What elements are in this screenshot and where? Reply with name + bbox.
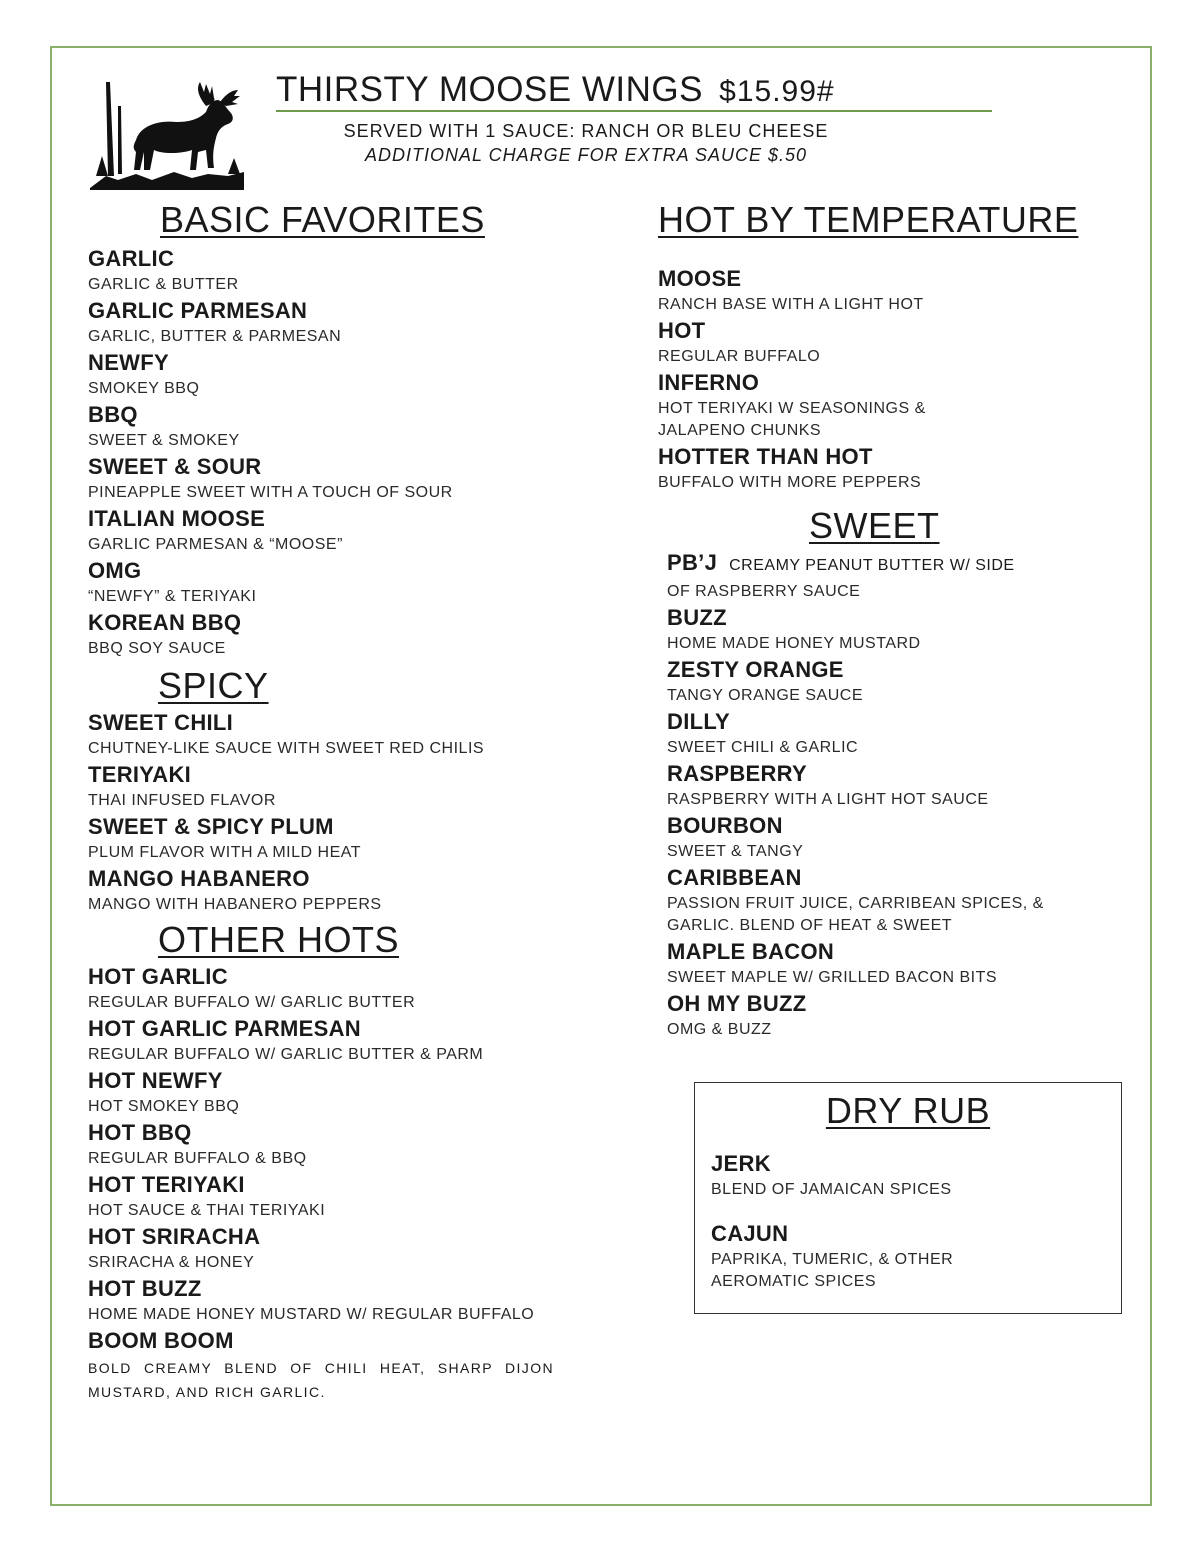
item-desc: “NEWFY” & TERIYAKI — [88, 588, 257, 605]
item-desc: HOT TERIYAKI W SEASONINGS & JALAPENO CHUNKS — [658, 400, 926, 439]
item-desc: RANCH BASE WITH A LIGHT HOT — [658, 296, 924, 313]
menu-item — [88, 812, 558, 864]
item-desc: PINEAPPLE SWEET WITH A TOUCH OF SOUR — [88, 484, 453, 501]
item-name: INFERNO — [658, 370, 760, 395]
item-name: BOURBON — [667, 813, 783, 838]
item-name: HOTTER THAN HOT — [658, 444, 873, 469]
title-price: $15.99# — [719, 75, 835, 108]
item-name: PB’J — [667, 550, 718, 575]
menu-item — [711, 1219, 1105, 1293]
item-name: MOOSE — [658, 266, 742, 291]
menu-item — [88, 1066, 558, 1118]
item-desc: TANGY ORANGE SAUCE — [667, 687, 863, 704]
item-desc: CHUTNEY-LIKE SAUCE WITH SWEET RED CHILIS — [88, 740, 485, 757]
item-name: HOT TERIYAKI — [88, 1172, 245, 1197]
item-desc: SRIRACHA & HONEY — [88, 1254, 255, 1271]
menu-item — [88, 864, 558, 916]
item-name: NEWFY — [88, 350, 169, 375]
dry-rub-box — [694, 1082, 1122, 1314]
item-name: GARLIC — [88, 246, 175, 271]
item-name: TERIYAKI — [88, 762, 192, 787]
hot-by-temperature-section — [658, 200, 1108, 494]
item-desc: REGULAR BUFFALO W/ GARLIC BUTTER & PARM — [88, 1046, 484, 1063]
item-desc: PAPRIKA, TUMERIC, & OTHER AEROMATIC SPICES — [711, 1251, 954, 1290]
item-desc: GARLIC PARMESAN & “MOOSE” — [88, 536, 343, 553]
menu-title — [276, 72, 992, 112]
item-desc: OMG & BUZZ — [667, 1021, 772, 1038]
item-name: CARIBBEAN — [667, 865, 802, 890]
item-name: OH MY BUZZ — [667, 991, 807, 1016]
item-desc: SWEET & TANGY — [667, 843, 804, 860]
menu-item — [711, 1149, 1105, 1201]
item-name: HOT GARLIC — [88, 964, 228, 989]
item-name: HOT NEWFY — [88, 1068, 223, 1093]
spacer — [711, 1201, 1105, 1219]
item-desc: PASSION FRUIT JUICE, CARRIBEAN SPICES, & GARLIC. BLEND OF HEAT & SWEET — [667, 895, 1044, 934]
item-desc-continued: OF RASPBERRY SAUCE — [667, 583, 861, 600]
menu-item — [667, 937, 1097, 989]
item-desc: SMOKEY BBQ — [88, 380, 200, 397]
other-hots-heading: OTHER HOTS — [158, 919, 400, 960]
menu-item — [667, 548, 1097, 603]
menu-item — [88, 1118, 558, 1170]
item-desc: MANGO WITH HABANERO PEPPERS — [88, 896, 382, 913]
item-desc: REGULAR BUFFALO W/ GARLIC BUTTER — [88, 994, 416, 1011]
menu-item — [667, 989, 1097, 1041]
left-column — [88, 200, 558, 1404]
pbj-line — [667, 548, 1097, 581]
menu-item — [667, 603, 1097, 655]
item-desc: SWEET & SMOKEY — [88, 432, 240, 449]
menu-item — [88, 760, 558, 812]
item-name: BUZZ — [667, 605, 727, 630]
item-name: JERK — [711, 1151, 771, 1176]
item-name: ZESTY ORANGE — [667, 657, 844, 682]
item-desc: BUFFALO WITH MORE PEPPERS — [658, 474, 922, 491]
item-name: SWEET & SPICY PLUM — [88, 814, 334, 839]
item-name: SWEET & SOUR — [88, 454, 262, 479]
item-name: MANGO HABANERO — [88, 866, 310, 891]
item-name: CAJUN — [711, 1221, 789, 1246]
menu-item — [88, 504, 558, 556]
menu-item — [667, 863, 1097, 937]
item-name: GARLIC PARMESAN — [88, 298, 308, 323]
menu-item — [88, 962, 558, 1014]
menu-item — [658, 316, 1108, 368]
menu-item — [88, 556, 558, 608]
spicy-list — [88, 708, 558, 916]
menu-item — [658, 368, 1108, 442]
item-desc: HOT SMOKEY BBQ — [88, 1098, 240, 1115]
item-desc: THAI INFUSED FLAVOR — [88, 792, 276, 809]
menu-item — [88, 608, 558, 660]
item-name: HOT GARLIC PARMESAN — [88, 1016, 361, 1041]
title-text: THIRSTY MOOSE WINGS — [276, 70, 703, 109]
item-name: HOT BBQ — [88, 1120, 192, 1145]
menu-item — [88, 1170, 558, 1222]
item-desc: GARLIC, BUTTER & PARMESAN — [88, 328, 342, 345]
extra-sauce-note: ADDITIONAL CHARGE FOR EXTRA SAUCE $.50 — [364, 145, 808, 165]
menu-item — [88, 244, 558, 296]
item-name: ITALIAN MOOSE — [88, 506, 266, 531]
item-desc: PLUM FLAVOR WITH A MILD HEAT — [88, 844, 361, 861]
item-name: MAPLE BACON — [667, 939, 835, 964]
item-name: SWEET CHILI — [88, 710, 234, 735]
item-desc: CREAMY PEANUT BUTTER W/ SIDE — [729, 557, 1015, 574]
item-desc: SWEET MAPLE W/ GRILLED BACON BITS — [667, 969, 998, 986]
menu-item — [88, 296, 558, 348]
menu-item — [88, 1014, 558, 1066]
menu-item — [658, 264, 1108, 316]
item-name: HOT SRIRACHA — [88, 1224, 261, 1249]
item-desc: HOME MADE HONEY MUSTARD W/ REGULAR BUFFALO — [88, 1306, 535, 1323]
item-desc: RASPBERRY WITH A LIGHT HOT SAUCE — [667, 791, 989, 808]
menu-item — [658, 442, 1108, 494]
item-desc: BOLD CREAMY BLEND OF CHILI HEAT, SHARP DIJON MUSTARD, AND RICH GARLIC. — [88, 1360, 554, 1400]
item-name: HOT — [658, 318, 706, 343]
menu-item — [88, 708, 558, 760]
item-desc: SWEET CHILI & GARLIC — [667, 739, 859, 756]
item-desc: REGULAR BUFFALO & BBQ — [88, 1150, 307, 1167]
menu-item — [667, 759, 1097, 811]
item-name: KOREAN BBQ — [88, 610, 242, 635]
item-name: DILLY — [667, 709, 731, 734]
menu-item — [88, 1274, 558, 1326]
menu-item — [88, 348, 558, 400]
spicy-heading: SPICY — [158, 665, 269, 706]
served-with-note: SERVED WITH 1 SAUCE: RANCH OR BLEU CHEESE — [343, 121, 829, 141]
basic-favorites-list — [88, 244, 558, 660]
item-desc: GARLIC & BUTTER — [88, 276, 239, 293]
item-desc: BBQ SOY SAUCE — [88, 640, 226, 657]
moose-logo-icon — [88, 76, 246, 192]
item-desc: HOT SAUCE & THAI TERIYAKI — [88, 1202, 326, 1219]
item-name: OMG — [88, 558, 142, 583]
sweet-section — [667, 506, 1097, 1041]
menu-item — [88, 1222, 558, 1274]
menu-item — [667, 655, 1097, 707]
item-desc: BLEND OF JAMAICAN SPICES — [711, 1181, 952, 1198]
item-name: BOOM BOOM — [88, 1328, 234, 1353]
item-name: RASPBERRY — [667, 761, 808, 786]
dry-rub-heading: DRY RUB — [825, 1090, 991, 1131]
menu-item — [88, 452, 558, 504]
item-desc: REGULAR BUFFALO — [658, 348, 821, 365]
menu-item — [667, 811, 1097, 863]
menu-item — [88, 1326, 558, 1404]
item-name: BBQ — [88, 402, 138, 427]
sweet-heading: SWEET — [809, 505, 940, 546]
basic-favorites-heading: BASIC FAVORITES — [160, 199, 485, 240]
item-desc: HOME MADE HONEY MUSTARD — [667, 635, 921, 652]
menu-item — [667, 707, 1097, 759]
menu-item — [88, 400, 558, 452]
item-name: HOT BUZZ — [88, 1276, 202, 1301]
other-hots-list — [88, 962, 558, 1404]
hot-by-temperature-heading: HOT BY TEMPERATURE — [658, 199, 1079, 240]
